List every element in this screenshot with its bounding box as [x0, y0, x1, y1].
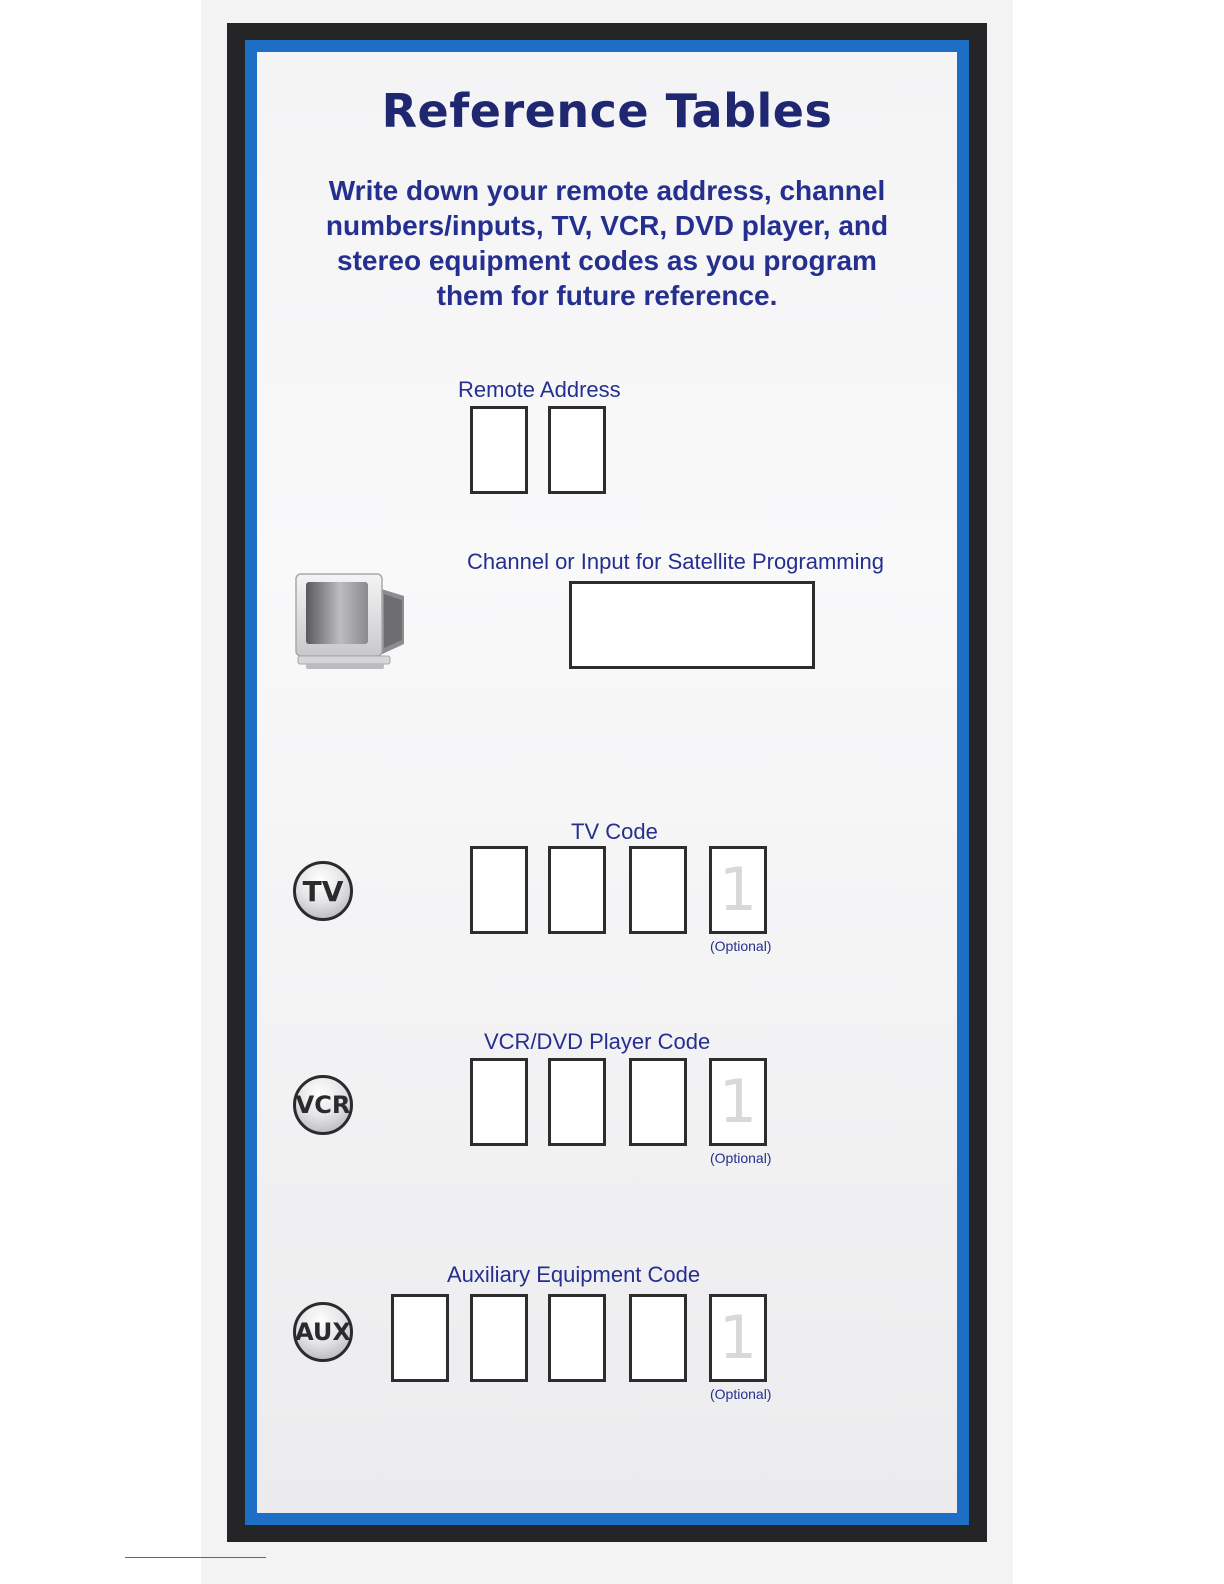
remote-address-label: Remote Address [458, 377, 621, 402]
aux-code-optional-label: (Optional) [710, 1386, 772, 1402]
vcr-code-box-optional[interactable] [709, 1058, 767, 1146]
channel-input-box[interactable] [569, 581, 815, 669]
vcr-code-label: VCR/DVD Player Code [484, 1029, 711, 1054]
tv-button-label: TV [302, 874, 344, 908]
tv-code-optional-label: (Optional) [710, 938, 772, 954]
tv-code-box-2[interactable] [548, 846, 606, 934]
aux-code-optional-digit: 1 [718, 1303, 758, 1373]
aux-code-box-optional[interactable] [709, 1294, 767, 1382]
aux-code-box-1[interactable] [391, 1294, 449, 1382]
tv-code-box-3[interactable] [629, 846, 687, 934]
remote-address-box-1[interactable] [470, 406, 528, 494]
bottom-rule [125, 1557, 266, 1558]
tv-button-icon [293, 861, 353, 921]
aux-code-box-2[interactable] [470, 1294, 528, 1382]
television-icon [292, 570, 410, 674]
vcr-code-box-3[interactable] [629, 1058, 687, 1146]
aux-button-icon [293, 1302, 353, 1362]
tv-code-box-optional[interactable] [709, 846, 767, 934]
tv-code-box-1[interactable] [470, 846, 528, 934]
aux-button-label: AUX [295, 1318, 351, 1346]
vcr-button-label: VCR [295, 1091, 351, 1119]
tv-code-label: TV Code [571, 819, 658, 844]
vcr-code-box-2[interactable] [548, 1058, 606, 1146]
remote-address-box-2[interactable] [548, 406, 606, 494]
vcr-button-icon [293, 1075, 353, 1135]
tv-code-optional-digit: 1 [718, 855, 758, 925]
channel-input-label: Channel or Input for Satellite Programming [467, 549, 884, 574]
vcr-code-box-1[interactable] [470, 1058, 528, 1146]
aux-code-box-3[interactable] [548, 1294, 606, 1382]
vcr-code-optional-digit: 1 [718, 1067, 758, 1137]
vcr-code-optional-label: (Optional) [710, 1150, 772, 1166]
page-title: Reference Tables [381, 84, 833, 138]
aux-code-label: Auxiliary Equipment Code [447, 1262, 701, 1287]
aux-code-box-4[interactable] [629, 1294, 687, 1382]
intro-text: Write down your remote address, channel numbers/inputs, TV, VCR, DVD player, and stereo equipment codes as you program them for future reference. [325, 175, 889, 311]
